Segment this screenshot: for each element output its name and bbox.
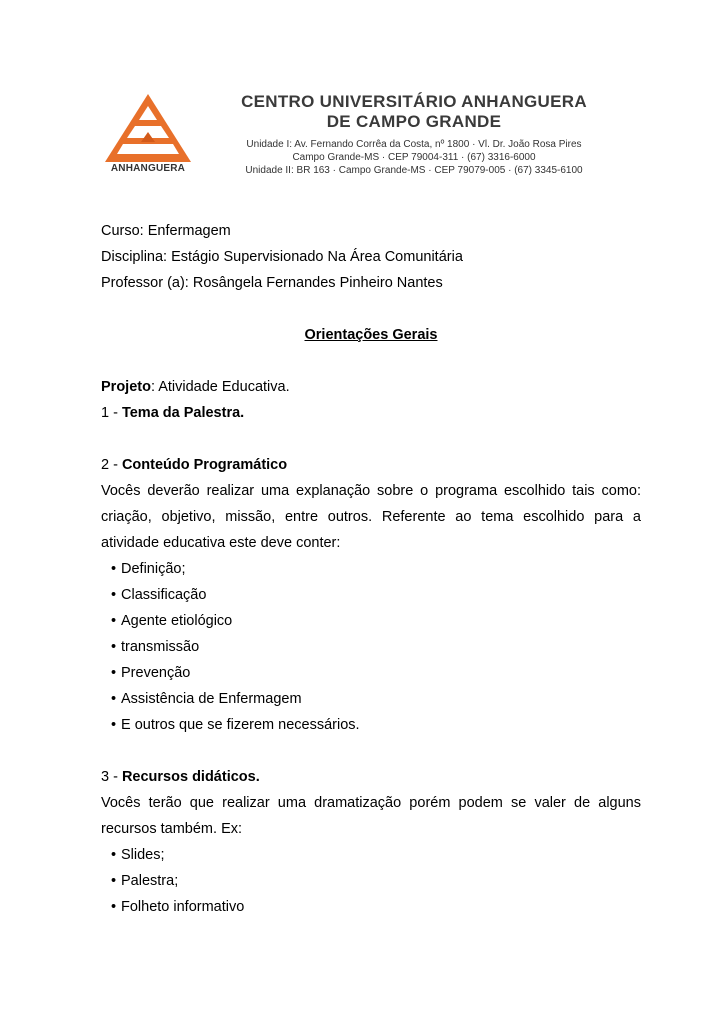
list-item: • Palestra;	[101, 868, 641, 894]
section-1-number: 1 -	[101, 405, 122, 421]
bullet-icon: •	[111, 613, 117, 629]
professor-line: Professor (a): Rosângela Fernandes Pinheiro Nantes	[101, 275, 443, 291]
address-line-1: Unidade I: Av. Fernando Corrêa da Costa, nº 1800 · Vl. Dr. João Rosa Pires	[246, 139, 582, 150]
address-line-2: Campo Grande-MS · CEP 79004-311 · (67) 3316-6000	[292, 152, 536, 163]
section-2-title: Conteúdo Programático	[121, 457, 288, 473]
section-1-title: Tema da Palestra.	[121, 405, 245, 421]
document-header	[0, 0, 728, 200]
bullet-icon: •	[111, 691, 117, 707]
section-2-heading	[101, 452, 641, 478]
bullet-icon: •	[111, 899, 117, 915]
institution-address	[200, 138, 628, 177]
section-3-paragraph-line-1: Vocês terão que realizar uma dramatização porém podem se valer de alguns	[101, 795, 641, 811]
section-2-paragraph-line-1: Vocês deverão realizar uma explanação sobre o programa escolhido tais como:	[101, 483, 641, 499]
section-3-bullet-list	[101, 842, 641, 920]
list-item: • transmissão	[101, 634, 641, 660]
list-item: • Definição;	[101, 556, 641, 582]
section-3-paragraph-line-2: recursos também. Ex:	[101, 821, 243, 837]
section-1-heading	[101, 400, 641, 426]
section-2-bullet-list	[101, 556, 641, 738]
project-label: Projeto	[101, 379, 151, 395]
section-3-title: Recursos didáticos.	[121, 769, 260, 785]
project-text: : Atividade Educativa.	[150, 379, 290, 395]
institution-name	[200, 92, 628, 132]
project-line	[101, 374, 641, 400]
bullet-icon: •	[111, 561, 117, 577]
institution-line-1: CENTRO UNIVERSITÁRIO ANHANGUERA	[241, 92, 587, 111]
course-line: Curso: Enfermagem	[101, 223, 231, 239]
section-3-heading	[101, 764, 641, 790]
list-item: • Agente etiológico	[101, 608, 641, 634]
list-item: • Folheto informativo	[101, 894, 641, 920]
bullet-icon: •	[111, 639, 117, 655]
bullet-icon: •	[111, 873, 117, 889]
document-body	[101, 218, 641, 920]
anhanguera-logo	[103, 92, 193, 182]
section-2-paragraph-line-2: criação, objetivo, missão, entre outros. Referente ao tema escolhido para a	[101, 509, 641, 525]
triangle-logo-icon	[103, 92, 193, 164]
list-item: • Prevenção	[101, 660, 641, 686]
address-line-3: Unidade II: BR 163 · Campo Grande-MS · CEP 79079-005 · (67) 3345-6100	[245, 165, 583, 176]
list-item: • Classificação	[101, 582, 641, 608]
list-item: • Slides;	[101, 842, 641, 868]
bullet-icon: •	[111, 847, 117, 863]
institution-line-2: DE CAMPO GRANDE	[326, 112, 502, 131]
list-item: • E outros que se fizerem necessários.	[101, 712, 641, 738]
list-item: • Assistência de Enfermagem	[101, 686, 641, 712]
bullet-icon: •	[111, 587, 117, 603]
section-2-paragraph-line-3: atividade educativa este deve conter:	[101, 535, 341, 551]
section-3-number: 3 -	[101, 769, 122, 785]
page-title: Orientações Gerais	[304, 327, 438, 343]
bullet-icon: •	[111, 665, 117, 681]
section-2-number: 2 -	[101, 457, 122, 473]
bullet-icon: •	[111, 717, 117, 733]
discipline-line: Disciplina: Estágio Supervisionado Na Área Comunitária	[101, 249, 463, 265]
logo-wordmark: ANHANGUERA	[110, 163, 186, 174]
